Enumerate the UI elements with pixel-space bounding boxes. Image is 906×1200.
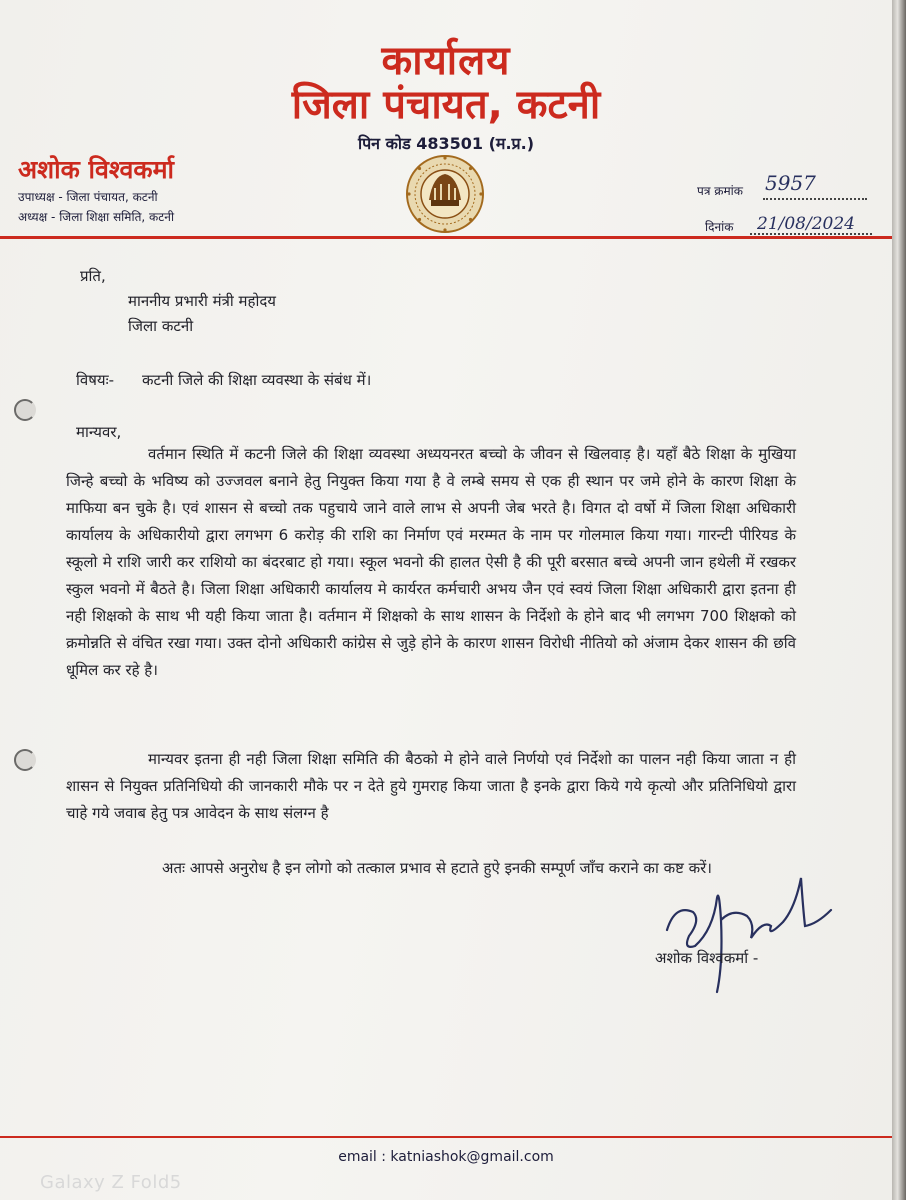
signatory-name: अशोक विश्वकर्मा - [655, 949, 759, 967]
paragraph-2: मान्यवर इतना ही नही जिला शिक्षा समिति की बैठको मे होने वाले निर्णयो एवं निर्देशो का पालन नही किया जाता न ही शासन से नियुक्त प्रतिनिधियो की जानकारी मौके पर न देते हुये गुमराह किया जाता है इनके द्वारा किये गये कृत्यो और प्रतिनिधियो द्वारा चाहे गये जवाब हेतु पत्र आवेदन के साथ संलग्न है [66, 750, 796, 822]
paragraph-1: वर्तमान स्थिति में कटनी जिले की शिक्षा व्यवस्था अध्ययनरत बच्चो के जीवन से खिलवाड़ है। यहाँ बैठे शिक्षा के मुखिया जिन्हे बच्चो के भविष्य को उज्जवल बनाने हेतु नियुक्त किया गया है वे लम्बे समय से एक ही स्थान पर जमे होने के कारण शिक्षा के माफिया बन चुके है। एवं शासन से बच्चो तक पहुचाये जाने वाले लाभ से अपनी जेब भरते है। विगत दो वर्षो में जिला शिक्षा अधिकारी कार्यालय के अधिकारीयो द्वारा लगभग 6 करोड़ की राशि का निर्माण एवं मरम्मत के नाम पर गोलमाल किया गया। गारन्टी पीरियड के स्कूलो मे राशि जारी कर राशियो का बंदरबाट हो गया। स्कूल भवनो की हालत ऐसी है की पूरी बरसात बच्चे अपनी जान हथेली में रखकर स्कुल भवनो में बैठते है। जिला शिक्षा अधिकारी कार्यालय मे कार्यरत कर्मचारी अभय जैन एवं स्वयं जिला शिक्षा अधिकारी द्वारा इतना ही नही शिक्षको के साथ भी यही किया जाता है। वर्तमान में शिक्षको के साथ शासन के निर्देशो के होने बाद भी लगभग 700 शिक्षको को क्रमोन्नति से वंचित रखा गया। उक्त दोनो अधिकारी कांग्रेस से जुड़े होने के कारण शासन विरोधी नीतियो को अंजाम देकर शासन की छवि धूमिल कर रहे है। [66, 445, 796, 679]
organization-title: जिला पंचायत, कटनी [291, 82, 601, 128]
page-edge [892, 0, 906, 1200]
punch-hole [14, 399, 36, 421]
sender-name: अशोक विश्वकर्मा [18, 155, 175, 184]
subject-text: कटनी जिले की शिक्षा व्यवस्था के संबंध में। [142, 371, 372, 389]
sender-role-1: उपाध्यक्ष - जिला पंचायत, कटनी [18, 190, 158, 204]
ref-number-value: 5957 [765, 171, 816, 195]
footer-rule [0, 1136, 892, 1138]
paragraph-3: अतः आपसे अनुरोध है इन लोगो को तत्काल प्रभाव से हटाते हुऐ इनकी सम्पूर्ण जाँच कराने का कष्ट करें। [162, 859, 712, 877]
footer-email: email : katniashok@gmail.com [338, 1149, 554, 1165]
recipient-line-1: माननीय प्रभारी मंत्री महोदय [128, 292, 277, 310]
punch-hole [14, 749, 36, 771]
device-watermark: Galaxy Z Fold5 [40, 1172, 182, 1193]
subject-label: विषयः- [76, 371, 115, 389]
header-rule [0, 236, 892, 239]
pin-code: पिन कोड 483501 (म.प्र.) [357, 134, 535, 153]
recipient-line-2: जिला कटनी [128, 317, 194, 335]
government-seal-icon [405, 154, 485, 234]
ref-number-label: पत्र क्रमांक [697, 184, 743, 198]
sender-role-2: अध्यक्ष - जिला शिक्षा समिति, कटनी [18, 210, 175, 224]
salutation: मान्यवर, [76, 423, 122, 441]
signature-icon [655, 868, 835, 996]
date-label: दिनांक [705, 220, 734, 234]
to-label: प्रति, [80, 267, 106, 285]
office-title: कार्यालय [381, 38, 511, 84]
date-value: 21/08/2024 [757, 214, 855, 234]
